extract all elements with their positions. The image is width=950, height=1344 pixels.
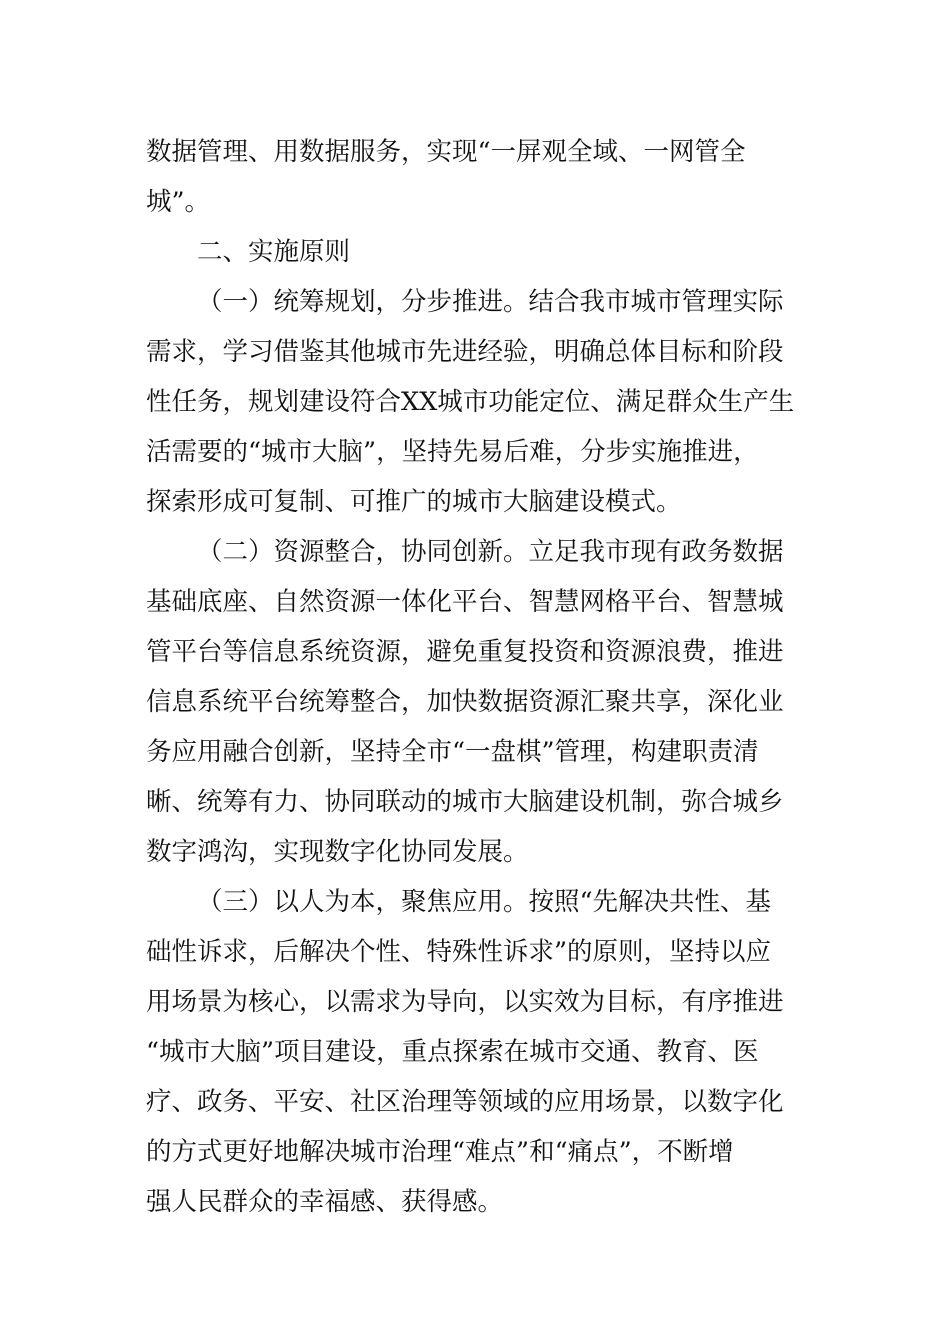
- text-line: 数字鸿沟，实现数字化协同发展。: [146, 837, 529, 867]
- paragraph-first-line: （三）以人为本，聚焦应用。按照“先解决共性、基: [197, 887, 772, 917]
- text-line: 城”。: [146, 187, 211, 217]
- text-line: 活需要的“城市大脑”，坚持先易后难，分步实施推进，: [146, 437, 759, 467]
- text-line: 务应用融合创新，坚持全市“一盘棋”管理，构建职责清: [146, 737, 759, 767]
- text-line: 晰、统筹有力、协同联动的城市大脑建设机制，弥合城乡: [146, 787, 784, 817]
- text-line: 需求，学习借鉴其他城市先进经验，明确总体目标和阶段: [146, 337, 784, 367]
- text-line: 性任务，规划建设符合XX城市功能定位、满足群众生产生: [146, 387, 795, 417]
- section-heading: 二、实施原则: [197, 237, 351, 267]
- paragraph-first-line: （一）统筹规划，分步推进。结合我市城市管理实际: [197, 287, 784, 317]
- text-line: 数据管理、用数据服务，实现“一屏观全域、一网管全: [146, 137, 746, 167]
- text-line: 信息系统平台统筹整合，加快数据资源汇聚共享，深化业: [146, 687, 784, 717]
- text-line: 管平台等信息系统资源，避免重复投资和资源浪费，推进: [146, 637, 784, 667]
- text-line: 探索形成可复制、可推广的城市大脑建设模式。: [146, 487, 682, 517]
- text-line: 疗、政务、平安、社区治理等领域的应用场景，以数字化: [146, 1087, 784, 1117]
- text-line: “城市大脑”项目建设，重点探索在城市交通、教育、医: [146, 1037, 759, 1067]
- text-line: 础性诉求，后解决个性、特殊性诉求”的原则，坚持以应: [146, 937, 772, 967]
- text-line: 用场景为核心，以需求为导向，以实效为目标，有序推进: [146, 987, 784, 1017]
- text-line: 强人民群众的幸福感、获得感。: [146, 1187, 504, 1217]
- paragraph-first-line: （二）资源整合，协同创新。立足我市现有政务数据: [197, 537, 784, 567]
- text-line: 基础底座、自然资源一体化平台、智慧网格平台、智慧城: [146, 587, 784, 617]
- text-line: 的方式更好地解决城市治理“难点”和“痛点”，不断增: [146, 1137, 734, 1167]
